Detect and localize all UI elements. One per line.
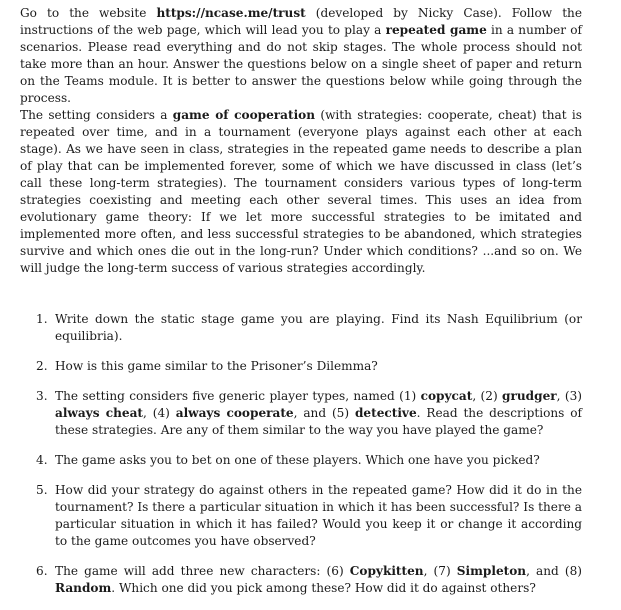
question-item <box>20 358 582 375</box>
player-type: always cooperate <box>175 406 294 420</box>
bold-term: game of cooperation <box>172 108 316 122</box>
setting-text: The setting considers a <box>20 108 173 122</box>
question-number: 1. <box>36 312 48 326</box>
setting-text: (with strategies: cooperate, cheat) that is repeated over time, and in a tournament (everyone plays against each other at each stage). As we have seen in class, strategies in the repeated game needs to describe a plan of play that can be implemented forever, some of which we have discussed in class (let’s call these long-term strategies). The tournament considers various types of long-term strategies coexisting and meeting each other several times. This uses an idea from evolutionary game theory: If we let more successful strategies to be imitated and implemented more often, and less successful strategies to be abandoned, which strategies survive and which ones die out in the long-run? Under which conditions? ...and so on. We will judge the long-term success of various strategies accordingly. <box>20 108 582 275</box>
question-item <box>20 452 582 469</box>
question-text: , (7) <box>423 564 457 578</box>
player-type: Random <box>55 581 112 595</box>
question-text: , (3) <box>556 389 582 403</box>
question-text: . Which one did you pick among these? How did it do against others? <box>111 581 536 595</box>
question-number: 5. <box>36 483 48 497</box>
question-item <box>20 563 582 597</box>
question-text: , and (5) <box>293 406 355 420</box>
question-text: , and (8) <box>526 564 582 578</box>
intro-text: in a number of scenarios. Please read everything and do not skip stages. The whole process should not take more than an hour. Answer the questions below on a single sheet of paper and return on the Teams module. It is better to answer the questions below while going through the process. <box>20 23 583 105</box>
bold-term: repeated game <box>385 23 487 37</box>
player-type: grudger <box>502 389 557 403</box>
player-type: always cheat <box>55 406 144 420</box>
player-type: copycat <box>420 389 473 403</box>
player-type: detective <box>354 406 417 420</box>
question-text: The setting considers five generic player types, named (1) <box>55 389 421 403</box>
website-url: https://ncase.me/trust <box>156 6 306 20</box>
question-number: 6. <box>36 564 48 578</box>
question-text: , (4) <box>143 406 176 420</box>
question-item <box>20 388 582 439</box>
player-type: Copykitten <box>349 564 424 578</box>
question-text: The game asks you to bet on one of these players. Which one have you picked? <box>55 453 540 467</box>
question-item <box>20 482 582 550</box>
question-text: Write down the static stage game you are playing. Find its Nash Equilibrium (or equilibria). <box>55 312 582 343</box>
question-text: How is this game similar to the Prisoner’s Dilemma? <box>55 359 378 373</box>
question-number: 4. <box>36 453 48 467</box>
setting-paragraph <box>20 107 582 277</box>
question-text: , (2) <box>472 389 503 403</box>
question-number: 2. <box>36 359 48 373</box>
intro-text: (developed by Nicky Case). Follow the instructions of the web page, which will lead you to play a <box>20 6 582 37</box>
question-text: How did your strategy do against others in the repeated game? How did it do in the tournament? Is there a particular situation in which it has been successful? Is there a particular situation in which it has failed? Would you keep it or change it according to the game outcomes you have observed? <box>55 483 582 548</box>
question-list <box>20 311 582 610</box>
question-text: . Read the descriptions of these strategies. Are any of them similar to the way you have played the game? <box>55 406 583 437</box>
intro-text: Go to the website <box>20 6 157 20</box>
question-text: The game will add three new characters: (6) <box>55 564 350 578</box>
question-number: 3. <box>36 389 48 403</box>
intro-paragraph <box>20 5 582 107</box>
player-type: Simpleton <box>456 564 527 578</box>
question-item <box>20 311 582 345</box>
